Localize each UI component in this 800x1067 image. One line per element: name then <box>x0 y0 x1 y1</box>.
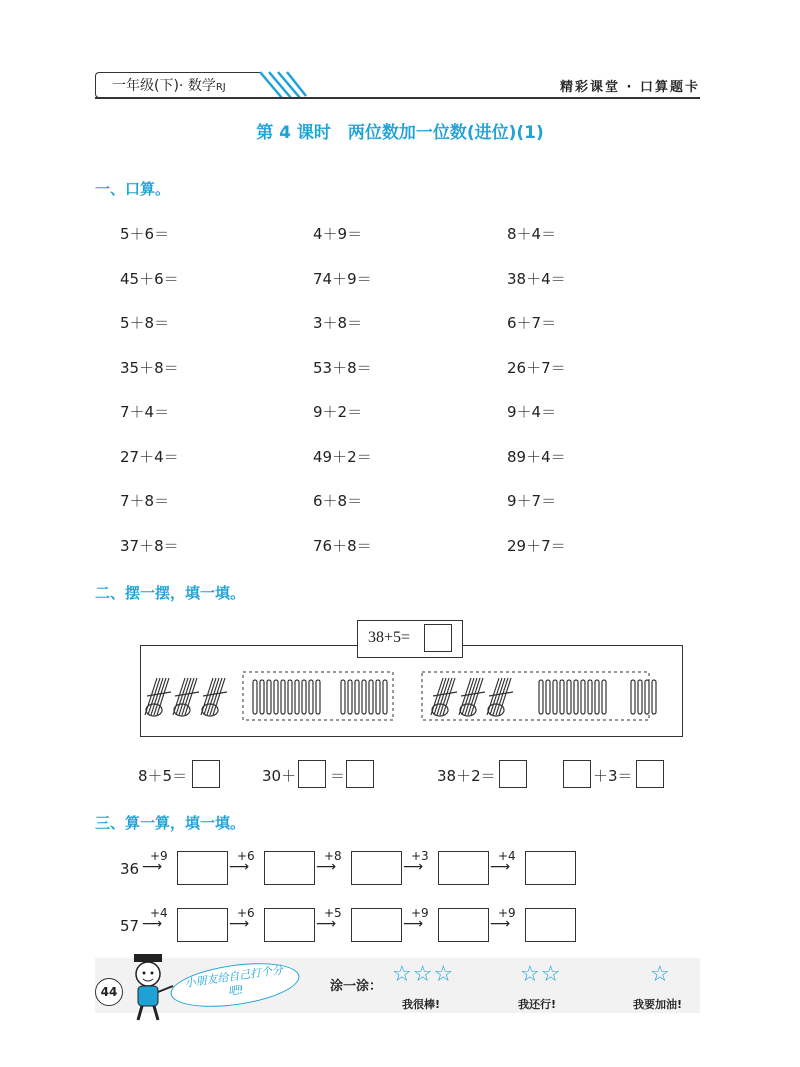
mental-math-problem: 7＋4＝ <box>120 403 170 421</box>
chain-start-number: 36 <box>120 860 140 878</box>
header-stripes-icon <box>258 70 308 100</box>
mental-math-problem: 37＋8＝ <box>120 536 179 555</box>
eq2-blank-box[interactable] <box>298 760 326 788</box>
chain-start-number: 57 <box>120 917 140 935</box>
chain-operation: +4 <box>498 849 516 863</box>
chain-answer-box[interactable] <box>525 851 576 885</box>
arrow-right-icon: ⟶ <box>316 916 337 932</box>
mental-math-problem: 7＋8＝ <box>120 492 170 510</box>
arrow-right-icon: ⟶ <box>490 916 511 932</box>
chain-operation: +9 <box>411 906 429 920</box>
mental-math-problem: 9＋4＝ <box>507 403 557 421</box>
rating-stars-icon[interactable]: ☆☆☆ <box>392 962 455 987</box>
section2-heading: 二、摆一摆，填一填。 <box>95 584 246 602</box>
eq1-text: 8＋5＝ <box>138 767 188 785</box>
mental-math-problem: 4＋9＝ <box>313 225 363 243</box>
chain-operation: +8 <box>324 849 342 863</box>
rating-stars-icon[interactable]: ☆ <box>650 962 671 987</box>
mental-math-problem: 53＋8＝ <box>313 358 372 377</box>
arrow-right-icon: ⟶ <box>316 859 337 875</box>
chain-operation: +9 <box>498 906 516 920</box>
mental-math-problem: 6＋8＝ <box>313 492 363 510</box>
mental-math-problem: 45＋6＝ <box>120 269 179 288</box>
rating-label: 我要加油! <box>633 998 683 1011</box>
eq3-text: 38＋2＝ <box>437 767 496 785</box>
mental-math-problem: 3＋8＝ <box>313 314 363 332</box>
mental-math-problem: 74＋9＝ <box>313 269 372 288</box>
page-number: 44 <box>95 978 123 1006</box>
chain-answer-box[interactable] <box>351 908 402 942</box>
mental-math-problem: 5＋8＝ <box>120 314 170 332</box>
chain-answer-box[interactable] <box>264 851 315 885</box>
chain-answer-box[interactable] <box>438 908 489 942</box>
chain-operation: +6 <box>237 849 255 863</box>
arrow-right-icon: ⟶ <box>229 859 250 875</box>
stick-bundles-illustration <box>141 660 681 735</box>
eq1-answer-box[interactable] <box>192 760 220 788</box>
arrow-right-icon: ⟶ <box>142 916 163 932</box>
mental-math-problem: 38＋4＝ <box>507 269 566 288</box>
mental-math-problem: 6＋7＝ <box>507 314 557 332</box>
mental-math-problem: 76＋8＝ <box>313 536 372 555</box>
mental-math-problem: 35＋8＝ <box>120 358 179 377</box>
series-title: 精彩课堂 · 口算题卡 <box>560 80 700 95</box>
arrow-right-icon: ⟶ <box>403 916 424 932</box>
student-mascot-icon <box>118 950 178 1025</box>
edition-code: RJ <box>215 82 226 93</box>
grade-subject-text: 一年级(下)· 数学 <box>112 78 216 94</box>
eq4-answer-box[interactable] <box>636 760 664 788</box>
chain-answer-box[interactable] <box>438 851 489 885</box>
mental-math-problem: 89＋4＝ <box>507 447 566 466</box>
rating-stars-icon[interactable]: ☆☆ <box>520 962 562 987</box>
chain-answer-box[interactable] <box>525 908 576 942</box>
chain-operation: +9 <box>150 849 168 863</box>
chain-operation: +5 <box>324 906 342 920</box>
section1-heading: 一、口算。 <box>95 180 171 198</box>
rating-label: 我还行! <box>518 998 557 1011</box>
mental-math-problem: 49＋2＝ <box>313 447 372 466</box>
chain-operation: +4 <box>150 906 168 920</box>
chain-answer-box[interactable] <box>264 908 315 942</box>
rating-label: 我很棒! <box>402 998 441 1011</box>
mental-math-problem: 27＋4＝ <box>120 447 179 466</box>
eq3-answer-box[interactable] <box>499 760 527 788</box>
arrow-right-icon: ⟶ <box>142 859 163 875</box>
lesson-title: 第 4 课时 两位数加一位数(进位)(1) <box>256 123 544 143</box>
section3-heading: 三、算一算，填一填。 <box>95 814 246 832</box>
mental-math-problem: 9＋7＝ <box>507 492 557 510</box>
mental-math-problem: 9＋2＝ <box>313 403 363 421</box>
answer-box[interactable] <box>424 624 452 652</box>
chain-answer-box[interactable] <box>351 851 402 885</box>
mental-math-problem: 8＋4＝ <box>507 225 557 243</box>
eq4-blank-box[interactable] <box>563 760 591 788</box>
top-equation: 38+5= <box>368 629 411 646</box>
arrow-right-icon: ⟶ <box>229 916 250 932</box>
bubble-text: 小朋友给自己打个分吧! <box>183 963 284 998</box>
arrow-right-icon: ⟶ <box>490 859 511 875</box>
eq2-text-a: 30＋ <box>262 767 297 785</box>
header-rule <box>95 97 700 99</box>
chain-answer-box[interactable] <box>177 908 228 942</box>
chain-operation: +3 <box>411 849 429 863</box>
eq2-text-b: ＝ <box>330 767 346 785</box>
grade-subject-tab <box>95 72 260 98</box>
eq4-text: ＋3＝ <box>593 767 633 785</box>
mental-math-problem: 5＋6＝ <box>120 225 170 243</box>
mental-math-problem: 29＋7＝ <box>507 536 566 555</box>
mental-math-problem: 26＋7＝ <box>507 358 566 377</box>
chain-operation: +6 <box>237 906 255 920</box>
arrow-right-icon: ⟶ <box>403 859 424 875</box>
chain-answer-box[interactable] <box>177 851 228 885</box>
eq2-answer-box[interactable] <box>346 760 374 788</box>
rate-label: 涂一涂： <box>330 979 383 994</box>
top-equation-box <box>357 620 463 658</box>
